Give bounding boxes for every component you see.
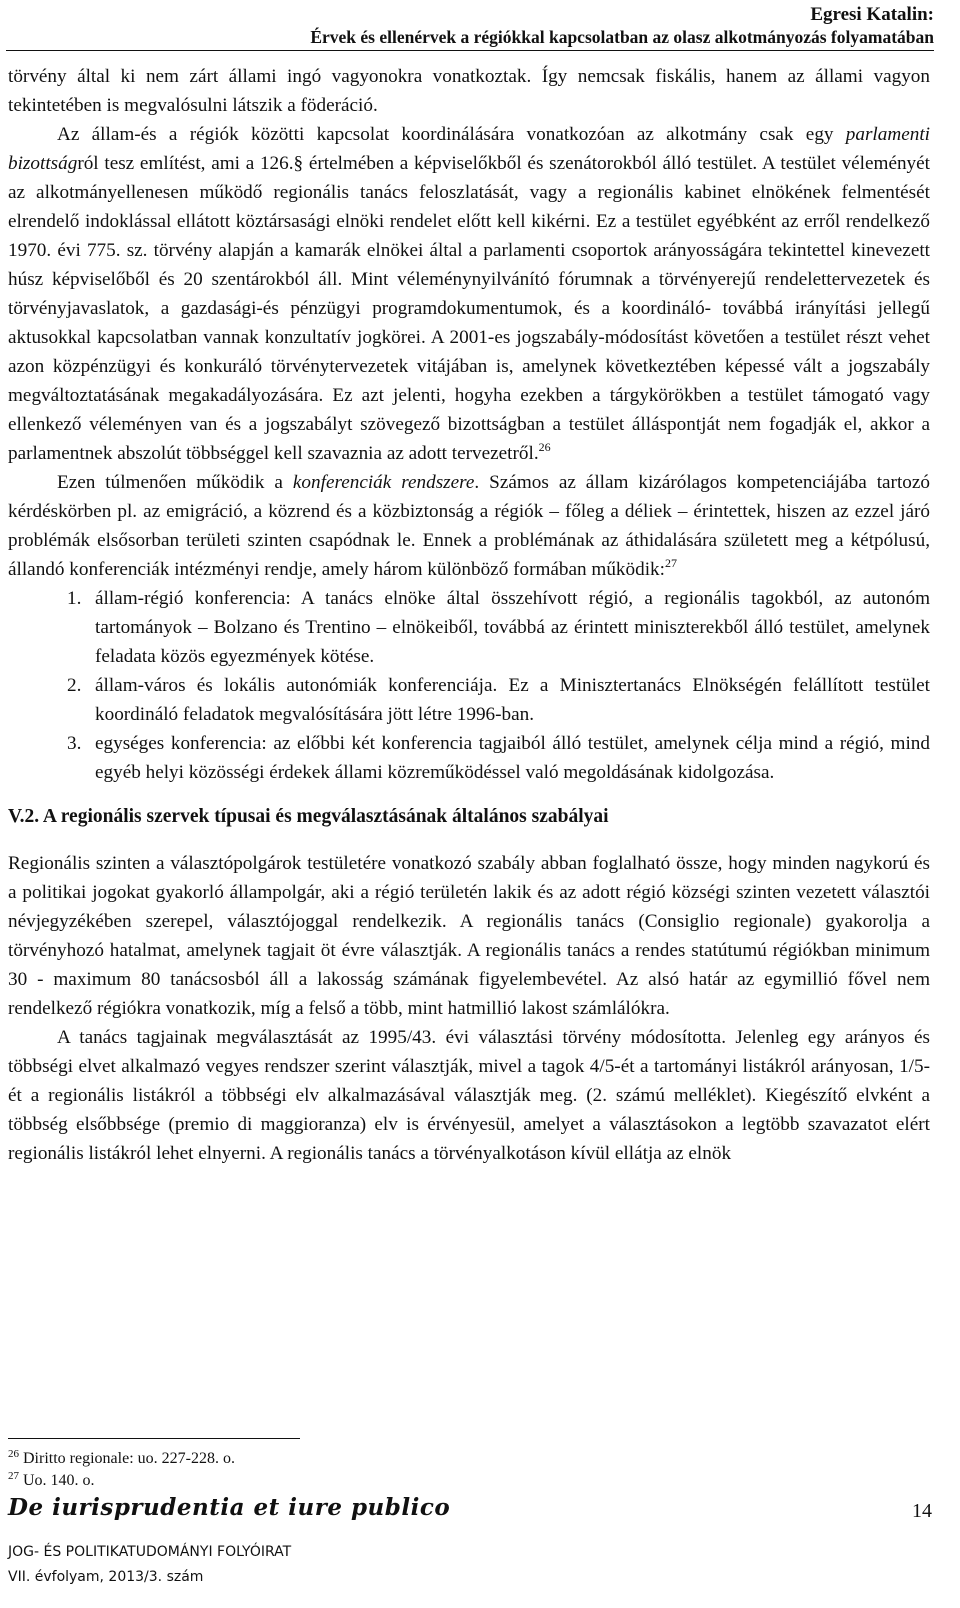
header-divider xyxy=(6,50,934,51)
footnote-27: $^{27}$ Uo. 140. o. xyxy=(8,1470,95,1489)
page-number: 14 xyxy=(912,1500,932,1522)
footnote-divider xyxy=(8,1438,300,1439)
running-header xyxy=(310,4,934,48)
paragraph-1: törvény által ki nem zárt állami ingó vagyonokra vonatkoztak. Így nemcsak fiskális, hanem az állami vagyon tekintetében is megvalósulni látszik a föderáció. xyxy=(8,66,930,116)
list-item: 3. egységes konferencia: az előbbi két konferencia tagjaiból álló testület, amelynek célja mind a régió, mind egyéb helyi közösségi érdekek állami közreműködéssel való megoldásának kidolgozása. xyxy=(67,733,930,783)
volume-info: VII. évfolyam, 2013/3. szám xyxy=(8,1569,204,1585)
conference-list xyxy=(8,584,930,787)
header-author: Egresi Katalin: xyxy=(810,4,934,25)
footnote-26: $^{26}$ Diritto regionale: uo. 227-228. o. xyxy=(8,1448,235,1467)
footnote-ref-26[interactable]: 26 xyxy=(538,440,551,454)
footnote-ref-27[interactable]: 27 xyxy=(664,556,677,570)
paragraph-5: A tanács tagjainak megválasztását az 1995/43. évi választási törvény módosította. Jelenleg egy arányos és többségi elvet alkalmazó vegyes rendszer szerint választják, mivel a tagok 4/5-ét a tartományi listákról arányosan, 1/5-ét a regionális listákról a többségi elv alkalmazásával választják meg. (2. számú melléklet). Kiegészítő elvként a többség elsőbbsége (premio di maggioranza) elv is érvényesül, amelyet a választásokon a legtöbb szavazatot elért regionális listákról lehet elnyerni. A regionális tanács a törvényalkotáson kívül ellátja az elnök xyxy=(8,1027,930,1164)
section-heading: V.2. A regionális szervek típusai és megválasztásának általános szabályai xyxy=(8,806,609,827)
emphasis-parliamentary-committee: parlamenti bizottság xyxy=(8,124,930,174)
publisher-name: JOG- ÉS POLITIKATUDOMÁNYI FOLYÓIRAT xyxy=(8,1544,292,1560)
footnotes xyxy=(8,1448,235,1492)
list-item: 2. állam-város és lokális autonómiák konferenciája. Ez a Minisztertanács Elnökségén felállított testület koordináló feladatok megvalósítására jött létre 1996-ban. xyxy=(67,675,930,725)
journal-title: De iurisprudentia et iure publico xyxy=(8,1494,451,1521)
paragraph-4: Regionális szinten a választópolgárok testületére vonatkozó szabály abban foglalható össze, hogy minden nagykorú és a politikai jogokat gyakorló állampolgár, aki a régió területén lakik és az adott régió községi szinten vezetett választói névjegyzékében szerepel, választójoggal rendelkezik. A regionális tanács (Consiglio regionale) gyakorolja a törvényhozó hatalmat, amelynek tagjait öt évre választják. A regionális tanács a rendes statútumú régiókban minimum 30 - maximum 80 tanácsosból áll a lakosság számának figyelembevétel. Az alsó határ az egymillió fővel nem rendelkező régiókra vonatkozik, míg a felső a több, mint hatmillió lakost számlálókra. xyxy=(8,853,930,1019)
publication-info xyxy=(8,1540,291,1590)
paragraph-2: Az állam-és a régiók közötti kapcsolat koordinálására vonatkozóan az alkotmány csak egy parlamenti bizottságról tesz említést, ami a 126.§ értelmében a képviselőkből és szenátorokból álló testület. A testület véleményét az alkotmányellenesen működő regionális tanács feloszlatását, vagy a regionális kabinet elnökének felmentését elrendelő indoklással ellátott köztársasági elnöki rendelet előtt kell kikérni. Ez a testület egyébként az erről rendelkező 1970. évi 775. sz. törvény alapján a kamarák elnökei által a parlamenti csoportok arányosságára tekintettel kinevezett húsz képviselőből és 20 szentárokból áll. Mint véleménynyilvánító fórumnak a törvényerejű rendelettervezetek és törvényjavaslatok, a gazdasági-és pénzügyi programdokumentumok, és a koordináló- továbbá irányítási jellegű aktusokkal kapcsolatban vannak konzultatív jogkörei. A 2001-es jogszabály-módosítást követően a testület részt vehet azon közpénzügyi és konkuráló törvénytervezetek vitájában is, amelynek következtében képessé vált a jogszabály megváltoztatásának megakadályozására. Ez azt jelenti, hogyha ezekben a tárgykörökben a testület támogató vagy ellenkező véleményen van és a jogszabályt szövegező bizottságban a testület álláspontját nem fogadják el, akkor a parlamentnek abszolút többséggel kell szavaznia az adott tervezetről.$^{26}$ xyxy=(8,124,930,464)
paragraph-3: Ezen túlmenően működik a konferenciák rendszere. Számos az állam kizárólagos kompetenciájába tartozó kérdéskörben pl. az emigráció, a közrend és a közbiztonság a régiók – főleg a déliek – érintettek, hiszen az ezzel járó problémák elsősorban területi szinten csapódnak le. Ennek a problémának az áthidalására született meg a kétpólusú, állandó konferenciák intézményi rendje, amely három különböző formában működik:$^{27}$ xyxy=(8,472,930,580)
emphasis-conference-system: konferenciák rendszere xyxy=(292,472,475,493)
main-text xyxy=(8,62,930,1168)
header-title: Érvek és ellenérvek a régiókkal kapcsolatban az olasz alkotmányozás folyamatában xyxy=(310,27,934,47)
list-item: 1. állam-régió konferencia: A tanács elnöke által összehívott régió, a regionális tagokból, az autonóm tartományok – Bolzano és Trentino – elnökeiből, továbbá az érintett miniszterekből álló testület, amelynek feladata közös egyezmények kötése. xyxy=(67,588,930,667)
